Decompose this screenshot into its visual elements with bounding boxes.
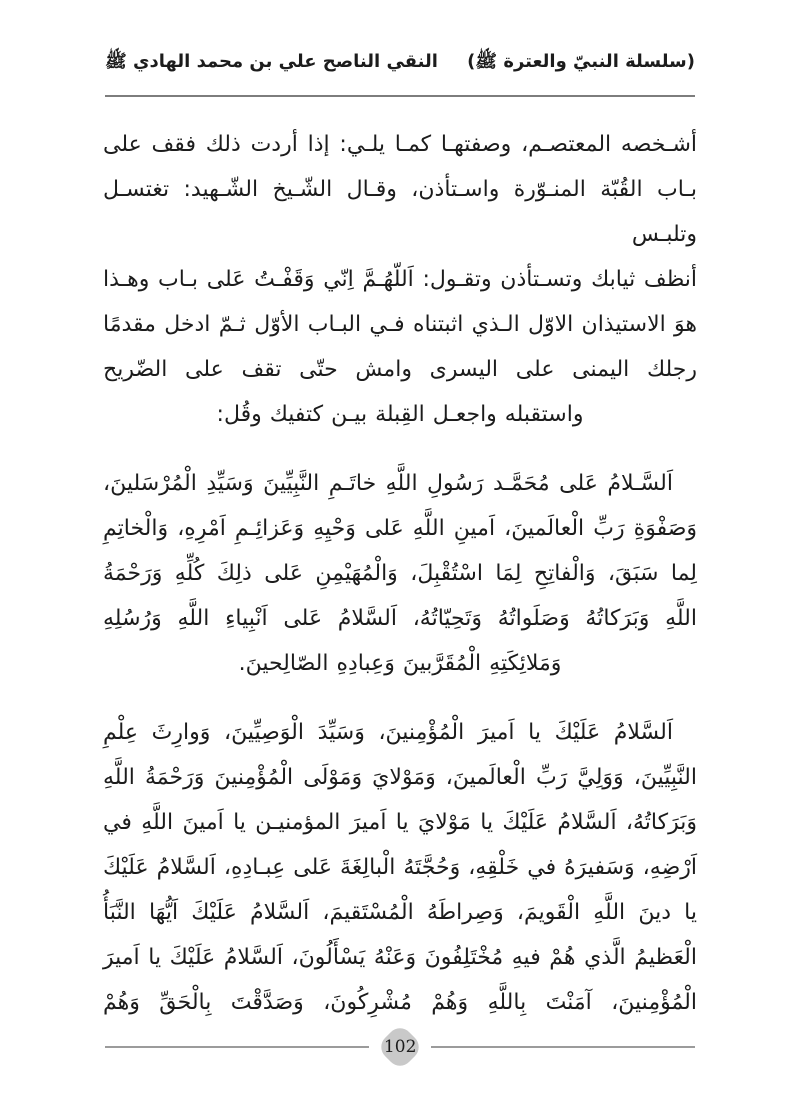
paragraph xyxy=(103,710,697,1025)
text-line: الْمُؤْمِنينَ، آمَنْتَ بِاللَّهِ وَهُمْ مُشْرِكُونَ، وَصَدَّقْتَ بِالْحَقِّ وَهُمْ xyxy=(103,990,697,1015)
text-line: أنظف ثيابك وتسـتأذن وتقـول: اَللّهُـمَّ اِنّي وَقَفْـتُ عَلى بـاب وهـذا xyxy=(103,267,697,292)
page-number: 102 xyxy=(383,1037,417,1058)
book-title: النقي الناصح علي بن محمد الهادي ﷺ xyxy=(105,51,438,72)
header-divider xyxy=(105,95,695,97)
text-line: رجلك اليمنى على اليسرى وامش حتّى تقف على الضّريح xyxy=(103,357,697,382)
page-number-badge xyxy=(376,1023,424,1071)
paragraph xyxy=(103,461,697,686)
text-line: النَّبِيِّينَ، وَوَلِيَّ رَبِّ الْعالَمينَ، وَمَوْلايَ وَمَوْلَى الْمُؤْمِنينَ وَرَحْمَةُ اللَّهِ xyxy=(103,765,697,790)
page-body xyxy=(103,122,697,1025)
text-line: اَلسَّـلامُ عَلى مُحَمَّـد رَسُولِ اللَّهِ خاتَـمِ النَّبِيِّينَ وَسَيِّدِ الْمُرْسَلينَ، xyxy=(103,471,673,496)
text-line: وَمَلائِكَتِهِ الْمُقَرَّبينَ وَعِبادِهِ الصّالِحينَ. xyxy=(238,651,562,676)
text-line: الْعَظيمُ الَّذي هُمْ فيهِ مُخْتَلِفُونَ وَعَنْهُ يَسْأَلُونَ، اَلسَّلامُ عَلَيْكَ يا اَميرَ xyxy=(103,945,697,970)
footer-rule-right xyxy=(431,1046,695,1048)
text-line: يا دينَ اللَّهِ الْقَويمَ، وَصِراطَهُ الْمُسْتَقيمَ، اَلسَّلامُ عَلَيْكَ اَيُّهَا النَّبَأُ xyxy=(103,900,697,925)
series-title: (سلسلة النبيّ والعترة ﷺ) xyxy=(467,51,695,72)
footer-rule-left xyxy=(105,1046,369,1048)
text-line: اللَّهِ وَبَرَكاتُهُ وَصَلَواتُهُ وَتَحِيّاتُهُ، اَلسَّلامُ عَلى اَنْبِياءِ اللَّهِ وَرُسُلِهِ xyxy=(103,606,697,631)
page-footer xyxy=(105,1023,695,1071)
text-line: واستقبله واجعـل القِبلة بيـن كتفيك وقُل: xyxy=(216,402,584,427)
text-line: لِما سَبَقَ، وَالْفاتِحِ لِمَا اسْتُقْبِلَ، وَالْمُهَيْمِنِ عَلى ذلِكَ كُلِّهِ وَرَحْمَةُ xyxy=(103,561,697,586)
text-line: وَبَرَكاتُهُ، اَلسَّلامُ عَلَيْكَ يا مَوْلايَ يا اَميرَ المؤمنيـن يا اَمينَ اللَّهِ في xyxy=(103,810,697,835)
text-line: اَلسَّلامُ عَلَيْكَ يا اَميرَ الْمُؤْمِنينَ، وَسَيِّدَ الْوَصِيِّينَ، وَوارِثَ عِلْمِ xyxy=(103,720,673,745)
page-header xyxy=(105,50,695,76)
text-line: وَصَفْوَةِ رَبِّ الْعالَمينَ، اَمينِ اللَّهِ عَلى وَحْيِهِ وَعَزائِـمِ اَمْرِهِ، وَالْخاتِمِ xyxy=(103,516,697,541)
text-line: أشـخصه المعتصـم، وصفتهـا كمـا يلـي: إذا أردت ذلك فقف على xyxy=(103,132,697,157)
text-line: بـاب القُبّة المنـوّرة واسـتأذن، وقـال الشّـيخ الشّـهيد: تغتسـل وتلبـس xyxy=(103,177,697,247)
paragraph xyxy=(103,122,697,437)
text-line: هوَ الاستيذان الاوّل الـذي اثبتناه فـي البـاب الأوّل ثـمّ ادخل مقدمًا xyxy=(103,312,697,337)
text-line: اَرْضِهِ، وَسَفيرَهُ في خَلْقِهِ، وَحُجَّتَهُ الْبالِغَةَ عَلى عِبـادِهِ، اَلسَّلامُ عَلَيْكَ xyxy=(103,855,697,880)
